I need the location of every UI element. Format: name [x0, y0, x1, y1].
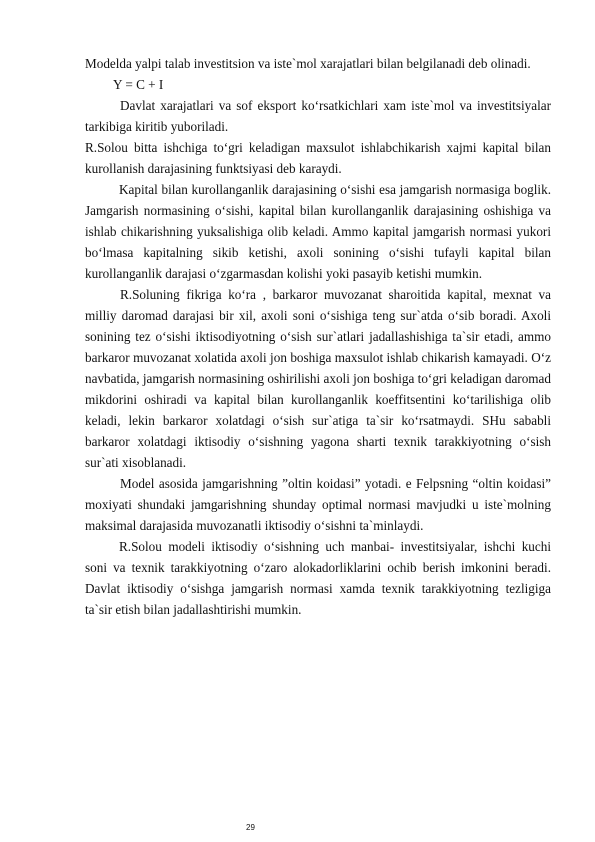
paragraph-steady-state: R.Soluning fikriga ko‘ra , barkaror muvozanat sharoitida kapital, mexnat va milliy daromad darajasi bir xil, axoli soni o‘sishiga teng sur`atda o‘sib boradi. Axoli sonining tez o‘sishi iktisodiyotning o‘sish sur`atlari jadallashishiga ta`sir etadi, ammo barkaror muvozanat xolatida axoli jon boshiga maxsulot ishlab chikarish kamayadi. O‘z navbatida, jamgarish normasining oshirilishi axoli jon boshiga to‘gri keladigan daromad mikdorini oshiradi va kapital bilan kurollanganlik koeffitsentini ko‘tarilishiga olib keladi, lekin barkaror xolatdagi o‘sish sur`atiga ta`sir ko‘rsatmaydi. SHu sababli barkaror xolatdagi iktisodiy o‘sishning yagona sharti texnik tarakkiyotning o‘sish sur`ati xisoblanadi.	[85, 287, 551, 470]
paragraph-model-demand: Modelda yalpi talab investitsion va iste`mol xarajatlari bilan belgilanadi deb olinadi.	[85, 56, 531, 71]
paragraph-golden-rule: Model asosida jamgarishning ”oltin koidasi” yotadi. e Felpsning “oltin koidasi” moxiyati shundaki jamgarishning shunday optimal normasi mavjudki u iste`molning maksimal darajasida muvozanatli iktisodiy o‘sishni ta`minlaydi.	[85, 476, 551, 533]
page-number: 29	[246, 823, 255, 832]
formula-output: Y = C + I	[113, 77, 164, 92]
paragraph-solow-function: R.Solou bitta ishchiga to‘gri keladigan maxsulot ishlabchikarish xajmi kapital bilan kurollanish darajasining funktsiyasi deb karaydi.	[85, 140, 551, 176]
paragraph-government-spending: Davlat xarajatlari va sof eksport ko‘rsatkichlari xam iste`mol va investitsiyalar tarkibiga kiritib yuboriladi.	[85, 98, 551, 134]
document-body	[85, 53, 551, 620]
paragraph-growth-sources: R.Solou modeli iktisodiy o‘sishning uch manbai- investitsiyalar, ishchi kuchi soni va texnik tarakkiyotning o‘zaro alokadorliklarini ochib berish imkonini beradi. Davlat iktisodiy o‘sishga jamgarish normasi xamda texnik tarakkiyotning tezligiga ta`sir etish bilan jadallashtirishi mumkin.	[85, 539, 551, 617]
paragraph-capital-equipment: Kapital bilan kurollanganlik darajasining o‘sishi esa jamgarish normasiga boglik. Jamgarish normasining o‘sishi, kapital bilan kurollanganlik darajasining oshishiga va ishlab chikarishning yuksalishiga olib keladi. Ammo kapital jamgarish normasi yukori bo‘lmasa kapitalning sikib ketishi, axoli sonining o‘sishi tufayli kapital bilan kurollanganlik darajasi o‘zgarmasdan kolishi yoki pasayib ketishi mumkin.	[85, 182, 551, 281]
